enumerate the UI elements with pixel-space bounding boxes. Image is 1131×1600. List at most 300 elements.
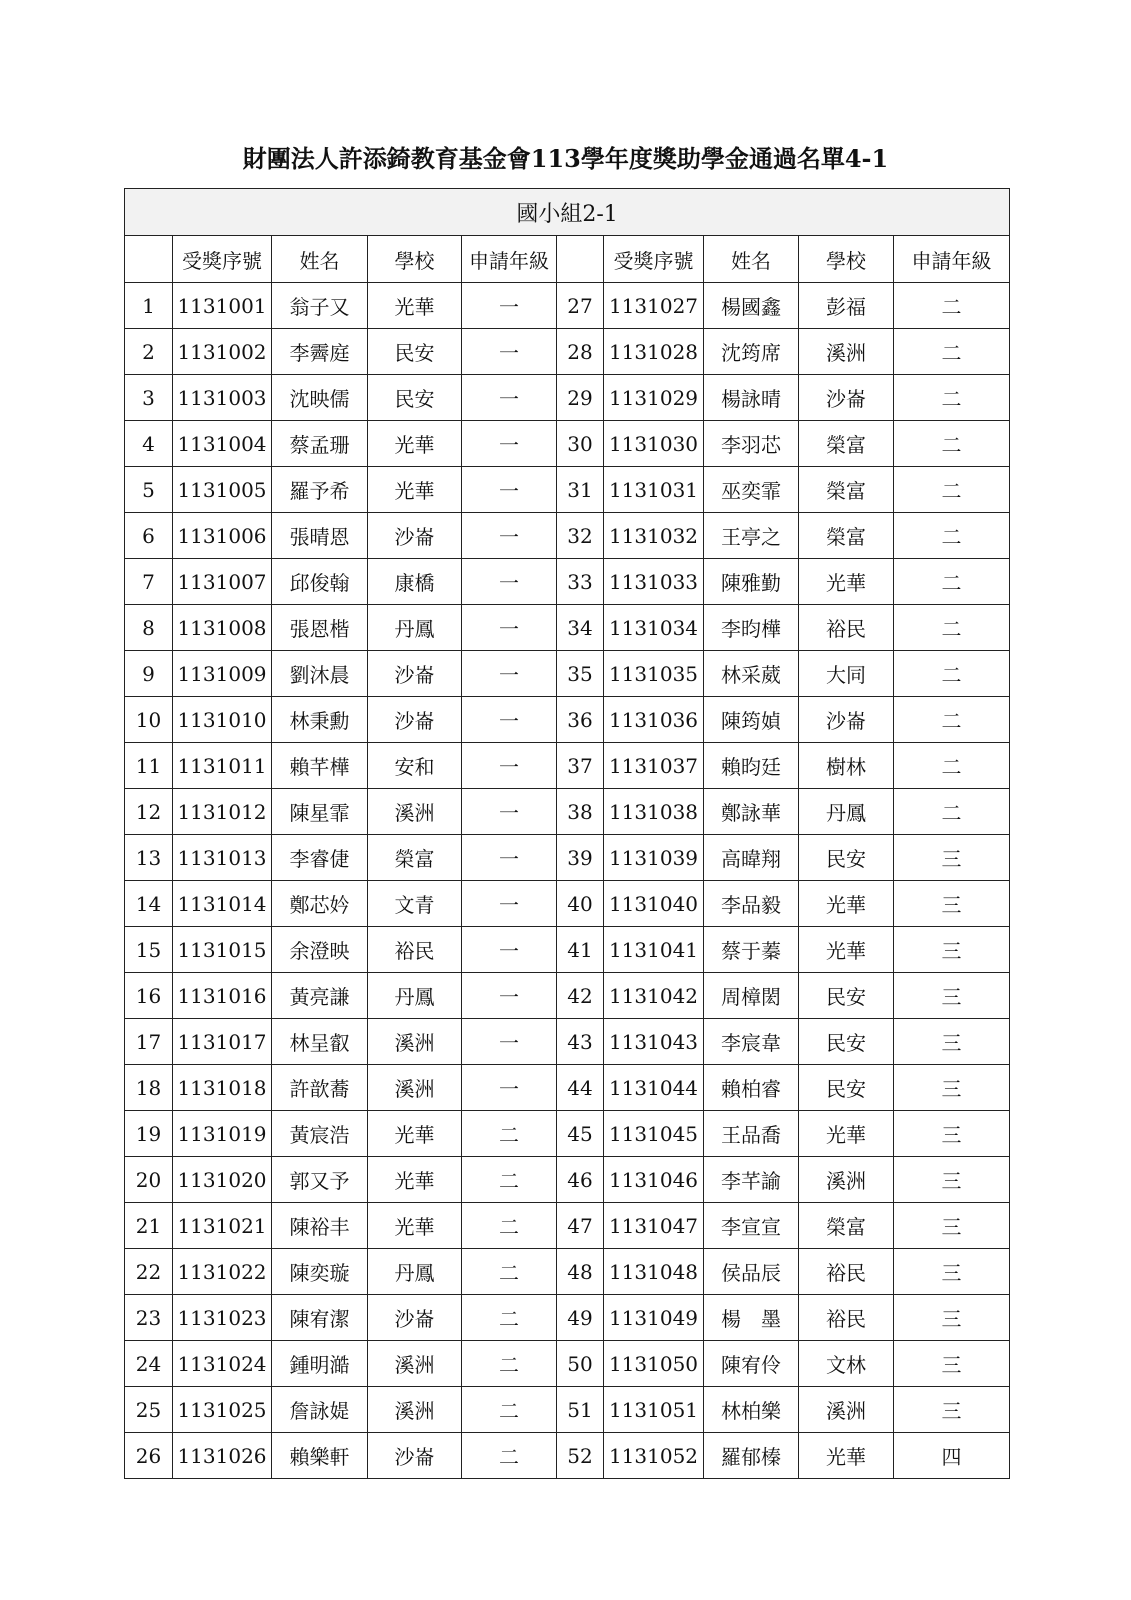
grade-level-right: 二: [894, 697, 1010, 743]
grade-level-right: 三: [894, 1341, 1010, 1387]
table-row: [125, 467, 1010, 513]
student-name-left: 林秉勳: [272, 697, 368, 743]
grade-level-right: 二: [894, 329, 1010, 375]
award-id-right: 1131046: [604, 1157, 704, 1203]
table-row: [125, 1203, 1010, 1249]
grade-level-right: 三: [894, 973, 1010, 1019]
school-name-right: 沙崙: [799, 697, 894, 743]
row-number-right: 48: [557, 1249, 604, 1295]
student-name-right: 楊 墨: [704, 1295, 799, 1341]
grade-level-right: 二: [894, 467, 1010, 513]
row-number-left: 16: [125, 973, 173, 1019]
student-name-left: 張晴恩: [272, 513, 368, 559]
award-id-left: 1131026: [173, 1433, 272, 1479]
school-name-right: 樹林: [799, 743, 894, 789]
grade-level-left: 一: [462, 1065, 557, 1111]
table-row: [125, 1019, 1010, 1065]
student-name-right: 李羽芯: [704, 421, 799, 467]
student-name-left: 沈映儒: [272, 375, 368, 421]
student-name-left: 蔡孟珊: [272, 421, 368, 467]
grade-level-left: 二: [462, 1341, 557, 1387]
award-id-left: 1131024: [173, 1341, 272, 1387]
roster-body: [125, 189, 1010, 1479]
row-number-right: 49: [557, 1295, 604, 1341]
grade-level-left: 一: [462, 467, 557, 513]
group-row: [125, 189, 1010, 236]
grade-level-left: 一: [462, 881, 557, 927]
award-id-left: 1131004: [173, 421, 272, 467]
school-name-left: 榮富: [368, 835, 462, 881]
row-number-left: 9: [125, 651, 173, 697]
row-number-left: 18: [125, 1065, 173, 1111]
award-id-right: 1131045: [604, 1111, 704, 1157]
grade-level-right: 三: [894, 1157, 1010, 1203]
award-id-left: 1131006: [173, 513, 272, 559]
row-number-right: 34: [557, 605, 604, 651]
school-name-left: 民安: [368, 329, 462, 375]
school-name-right: 光華: [799, 1111, 894, 1157]
table-row: [125, 1341, 1010, 1387]
school-name-right: 溪洲: [799, 1157, 894, 1203]
student-name-right: 侯品辰: [704, 1249, 799, 1295]
row-number-left: 15: [125, 927, 173, 973]
grade-level-left: 二: [462, 1157, 557, 1203]
student-name-right: 羅郁榛: [704, 1433, 799, 1479]
student-name-left: 郭又予: [272, 1157, 368, 1203]
student-name-left: 詹詠媞: [272, 1387, 368, 1433]
row-number-right: 43: [557, 1019, 604, 1065]
award-id-right: 1131048: [604, 1249, 704, 1295]
row-number-left: 23: [125, 1295, 173, 1341]
award-id-right: 1131030: [604, 421, 704, 467]
grade-level-left: 二: [462, 1249, 557, 1295]
student-name-right: 李品毅: [704, 881, 799, 927]
grade-level-right: 三: [894, 1019, 1010, 1065]
header-blank-right: [557, 236, 604, 283]
student-name-right: 楊國鑫: [704, 283, 799, 329]
school-name-left: 沙崙: [368, 1433, 462, 1479]
student-name-right: 李芊諭: [704, 1157, 799, 1203]
award-id-left: 1131017: [173, 1019, 272, 1065]
grade-level-left: 一: [462, 835, 557, 881]
school-name-right: 大同: [799, 651, 894, 697]
table-row: [125, 1157, 1010, 1203]
grade-level-right: 三: [894, 927, 1010, 973]
award-id-left: 1131016: [173, 973, 272, 1019]
school-name-left: 光華: [368, 1157, 462, 1203]
school-name-right: 民安: [799, 1065, 894, 1111]
header-id-left: 受獎序號: [173, 236, 272, 283]
award-id-right: 1131044: [604, 1065, 704, 1111]
student-name-right: 陳筠媜: [704, 697, 799, 743]
award-id-left: 1131007: [173, 559, 272, 605]
school-name-right: 沙崙: [799, 375, 894, 421]
row-number-left: 8: [125, 605, 173, 651]
grade-level-right: 三: [894, 1249, 1010, 1295]
grade-level-right: 二: [894, 513, 1010, 559]
header-blank-left: [125, 236, 173, 283]
school-name-left: 光華: [368, 1111, 462, 1157]
grade-level-left: 一: [462, 927, 557, 973]
table-row: [125, 329, 1010, 375]
row-number-left: 20: [125, 1157, 173, 1203]
award-id-left: 1131018: [173, 1065, 272, 1111]
header-grade-right: 申請年級: [894, 236, 1010, 283]
school-name-left: 溪洲: [368, 1387, 462, 1433]
grade-level-left: 一: [462, 651, 557, 697]
grade-level-left: 一: [462, 283, 557, 329]
student-name-left: 黃亮謙: [272, 973, 368, 1019]
row-number-right: 28: [557, 329, 604, 375]
school-name-left: 安和: [368, 743, 462, 789]
student-name-left: 陳裕丰: [272, 1203, 368, 1249]
row-number-right: 44: [557, 1065, 604, 1111]
student-name-right: 陳雅勤: [704, 559, 799, 605]
school-name-right: 榮富: [799, 1203, 894, 1249]
table-row: [125, 743, 1010, 789]
grade-level-left: 二: [462, 1295, 557, 1341]
school-name-right: 溪洲: [799, 329, 894, 375]
table-row: [125, 973, 1010, 1019]
award-id-right: 1131039: [604, 835, 704, 881]
row-number-left: 10: [125, 697, 173, 743]
award-id-right: 1131051: [604, 1387, 704, 1433]
table-row: [125, 375, 1010, 421]
award-id-left: 1131013: [173, 835, 272, 881]
row-number-right: 35: [557, 651, 604, 697]
student-name-right: 王品喬: [704, 1111, 799, 1157]
table-row: [125, 1433, 1010, 1479]
student-name-left: 賴芊樺: [272, 743, 368, 789]
student-name-left: 賴樂軒: [272, 1433, 368, 1479]
row-number-left: 25: [125, 1387, 173, 1433]
row-number-left: 22: [125, 1249, 173, 1295]
award-id-left: 1131010: [173, 697, 272, 743]
grade-level-left: 一: [462, 559, 557, 605]
table-row: [125, 513, 1010, 559]
student-name-left: 鄭芯妗: [272, 881, 368, 927]
group-title: 國小組2-1: [125, 189, 1010, 236]
grade-level-left: 一: [462, 1019, 557, 1065]
award-id-right: 1131035: [604, 651, 704, 697]
school-name-left: 沙崙: [368, 651, 462, 697]
table-row: [125, 283, 1010, 329]
table-row: [125, 697, 1010, 743]
table-row: [125, 605, 1010, 651]
table-row: [125, 421, 1010, 467]
grade-level-left: 一: [462, 973, 557, 1019]
student-name-right: 李昀樺: [704, 605, 799, 651]
award-id-left: 1131015: [173, 927, 272, 973]
grade-level-left: 二: [462, 1203, 557, 1249]
grade-level-right: 三: [894, 881, 1010, 927]
school-name-left: 光華: [368, 421, 462, 467]
student-name-left: 陳星霏: [272, 789, 368, 835]
row-number-right: 29: [557, 375, 604, 421]
row-number-right: 40: [557, 881, 604, 927]
award-id-left: 1131003: [173, 375, 272, 421]
row-number-left: 26: [125, 1433, 173, 1479]
student-name-left: 李霽庭: [272, 329, 368, 375]
student-name-left: 翁子又: [272, 283, 368, 329]
school-name-left: 文青: [368, 881, 462, 927]
table-row: [125, 1387, 1010, 1433]
award-id-right: 1131047: [604, 1203, 704, 1249]
school-name-left: 丹鳳: [368, 1249, 462, 1295]
school-name-left: 沙崙: [368, 1295, 462, 1341]
student-name-left: 黃宸浩: [272, 1111, 368, 1157]
grade-level-left: 一: [462, 743, 557, 789]
row-number-left: 4: [125, 421, 173, 467]
grade-level-right: 二: [894, 651, 1010, 697]
table-row: [125, 559, 1010, 605]
student-name-right: 李宸韋: [704, 1019, 799, 1065]
grade-level-left: 二: [462, 1433, 557, 1479]
table-row: [125, 1065, 1010, 1111]
school-name-right: 彭福: [799, 283, 894, 329]
table-row: [125, 789, 1010, 835]
student-name-right: 賴昀廷: [704, 743, 799, 789]
school-name-right: 榮富: [799, 513, 894, 559]
award-id-right: 1131050: [604, 1341, 704, 1387]
row-number-left: 6: [125, 513, 173, 559]
grade-level-right: 四: [894, 1433, 1010, 1479]
school-name-left: 光華: [368, 283, 462, 329]
school-name-left: 民安: [368, 375, 462, 421]
award-id-left: 1131025: [173, 1387, 272, 1433]
student-name-right: 林采葳: [704, 651, 799, 697]
school-name-left: 溪洲: [368, 789, 462, 835]
student-name-right: 陳宥伶: [704, 1341, 799, 1387]
student-name-left: 邱俊翰: [272, 559, 368, 605]
row-number-right: 52: [557, 1433, 604, 1479]
school-name-right: 光華: [799, 559, 894, 605]
award-id-right: 1131052: [604, 1433, 704, 1479]
table-row: [125, 881, 1010, 927]
row-number-right: 27: [557, 283, 604, 329]
row-number-left: 1: [125, 283, 173, 329]
grade-level-right: 二: [894, 375, 1010, 421]
award-id-left: 1131014: [173, 881, 272, 927]
award-id-right: 1131028: [604, 329, 704, 375]
school-name-left: 溪洲: [368, 1019, 462, 1065]
header-school-left: 學校: [368, 236, 462, 283]
school-name-right: 裕民: [799, 605, 894, 651]
row-number-right: 33: [557, 559, 604, 605]
student-name-right: 周樟閎: [704, 973, 799, 1019]
table-row: [125, 1249, 1010, 1295]
row-number-left: 21: [125, 1203, 173, 1249]
row-number-right: 30: [557, 421, 604, 467]
row-number-right: 32: [557, 513, 604, 559]
grade-level-right: 三: [894, 835, 1010, 881]
grade-level-right: 二: [894, 789, 1010, 835]
row-number-left: 3: [125, 375, 173, 421]
award-id-right: 1131034: [604, 605, 704, 651]
award-id-left: 1131012: [173, 789, 272, 835]
award-id-left: 1131001: [173, 283, 272, 329]
award-id-left: 1131011: [173, 743, 272, 789]
award-id-left: 1131023: [173, 1295, 272, 1341]
row-number-left: 11: [125, 743, 173, 789]
grade-level-left: 一: [462, 375, 557, 421]
table-row: [125, 651, 1010, 697]
school-name-right: 光華: [799, 927, 894, 973]
award-id-right: 1131033: [604, 559, 704, 605]
school-name-right: 文林: [799, 1341, 894, 1387]
grade-level-right: 二: [894, 421, 1010, 467]
school-name-left: 丹鳳: [368, 605, 462, 651]
header-row: [125, 236, 1010, 283]
award-id-left: 1131009: [173, 651, 272, 697]
row-number-right: 51: [557, 1387, 604, 1433]
school-name-left: 溪洲: [368, 1065, 462, 1111]
school-name-right: 丹鳳: [799, 789, 894, 835]
row-number-right: 37: [557, 743, 604, 789]
roster-table-wrapper: [124, 188, 1009, 1479]
grade-level-left: 一: [462, 789, 557, 835]
table-row: [125, 1295, 1010, 1341]
school-name-right: 光華: [799, 881, 894, 927]
school-name-right: 榮富: [799, 467, 894, 513]
row-number-right: 39: [557, 835, 604, 881]
school-name-left: 光華: [368, 1203, 462, 1249]
student-name-right: 巫奕霏: [704, 467, 799, 513]
header-grade-left: 申請年級: [462, 236, 557, 283]
award-id-left: 1131008: [173, 605, 272, 651]
grade-level-right: 三: [894, 1295, 1010, 1341]
grade-level-right: 三: [894, 1203, 1010, 1249]
row-number-right: 50: [557, 1341, 604, 1387]
row-number-left: 7: [125, 559, 173, 605]
school-name-left: 丹鳳: [368, 973, 462, 1019]
student-name-right: 李宣宣: [704, 1203, 799, 1249]
student-name-right: 高暐翔: [704, 835, 799, 881]
student-name-left: 林呈叡: [272, 1019, 368, 1065]
award-id-left: 1131002: [173, 329, 272, 375]
student-name-right: 沈筠席: [704, 329, 799, 375]
student-name-right: 林柏樂: [704, 1387, 799, 1433]
award-id-right: 1131038: [604, 789, 704, 835]
award-id-right: 1131049: [604, 1295, 704, 1341]
row-number-left: 24: [125, 1341, 173, 1387]
row-number-right: 46: [557, 1157, 604, 1203]
student-name-left: 羅予希: [272, 467, 368, 513]
award-id-right: 1131036: [604, 697, 704, 743]
school-name-right: 裕民: [799, 1295, 894, 1341]
school-name-right: 民安: [799, 1019, 894, 1065]
row-number-right: 47: [557, 1203, 604, 1249]
award-id-right: 1131041: [604, 927, 704, 973]
row-number-left: 14: [125, 881, 173, 927]
row-number-right: 31: [557, 467, 604, 513]
award-id-right: 1131040: [604, 881, 704, 927]
award-id-left: 1131005: [173, 467, 272, 513]
grade-level-right: 二: [894, 559, 1010, 605]
student-name-left: 劉沐晨: [272, 651, 368, 697]
award-id-right: 1131042: [604, 973, 704, 1019]
school-name-left: 沙崙: [368, 513, 462, 559]
school-name-left: 裕民: [368, 927, 462, 973]
school-name-right: 裕民: [799, 1249, 894, 1295]
grade-level-right: 二: [894, 283, 1010, 329]
school-name-left: 光華: [368, 467, 462, 513]
grade-level-left: 一: [462, 421, 557, 467]
school-name-right: 溪洲: [799, 1387, 894, 1433]
school-name-right: 民安: [799, 835, 894, 881]
row-number-left: 5: [125, 467, 173, 513]
school-name-left: 溪洲: [368, 1341, 462, 1387]
award-id-left: 1131020: [173, 1157, 272, 1203]
student-name-left: 余澄映: [272, 927, 368, 973]
student-name-right: 王亭之: [704, 513, 799, 559]
row-number-right: 36: [557, 697, 604, 743]
grade-level-left: 一: [462, 697, 557, 743]
school-name-left: 沙崙: [368, 697, 462, 743]
row-number-left: 19: [125, 1111, 173, 1157]
student-name-left: 陳奕璇: [272, 1249, 368, 1295]
student-name-left: 李睿倢: [272, 835, 368, 881]
award-id-left: 1131021: [173, 1203, 272, 1249]
student-name-left: 張恩楷: [272, 605, 368, 651]
table-row: [125, 835, 1010, 881]
grade-level-right: 二: [894, 743, 1010, 789]
award-id-right: 1131031: [604, 467, 704, 513]
grade-level-right: 三: [894, 1065, 1010, 1111]
grade-level-right: 三: [894, 1387, 1010, 1433]
award-id-right: 1131029: [604, 375, 704, 421]
row-number-right: 42: [557, 973, 604, 1019]
row-number-right: 41: [557, 927, 604, 973]
student-name-right: 蔡于蓁: [704, 927, 799, 973]
award-id-right: 1131027: [604, 283, 704, 329]
row-number-left: 17: [125, 1019, 173, 1065]
grade-level-left: 一: [462, 329, 557, 375]
row-number-left: 13: [125, 835, 173, 881]
grade-level-left: 二: [462, 1111, 557, 1157]
award-id-right: 1131032: [604, 513, 704, 559]
award-id-left: 1131022: [173, 1249, 272, 1295]
school-name-left: 康橋: [368, 559, 462, 605]
row-number-left: 2: [125, 329, 173, 375]
table-row: [125, 927, 1010, 973]
grade-level-right: 二: [894, 605, 1010, 651]
award-id-left: 1131019: [173, 1111, 272, 1157]
award-id-right: 1131037: [604, 743, 704, 789]
row-number-right: 45: [557, 1111, 604, 1157]
row-number-left: 12: [125, 789, 173, 835]
student-name-right: 楊詠晴: [704, 375, 799, 421]
school-name-right: 榮富: [799, 421, 894, 467]
header-name-right: 姓名: [704, 236, 799, 283]
grade-level-left: 一: [462, 605, 557, 651]
grade-level-left: 一: [462, 513, 557, 559]
school-name-right: 民安: [799, 973, 894, 1019]
header-name-left: 姓名: [272, 236, 368, 283]
header-id-right: 受獎序號: [604, 236, 704, 283]
document-title: 財團法人許添錡教育基金會113學年度獎助學金通過名單4-1: [242, 144, 889, 173]
student-name-right: 鄭詠華: [704, 789, 799, 835]
grade-level-left: 二: [462, 1387, 557, 1433]
student-name-left: 鍾明澔: [272, 1341, 368, 1387]
grade-level-right: 三: [894, 1111, 1010, 1157]
row-number-right: 38: [557, 789, 604, 835]
student-name-left: 陳宥潔: [272, 1295, 368, 1341]
roster-table: [124, 188, 1010, 1479]
header-school-right: 學校: [799, 236, 894, 283]
school-name-right: 光華: [799, 1433, 894, 1479]
table-row: [125, 1111, 1010, 1157]
